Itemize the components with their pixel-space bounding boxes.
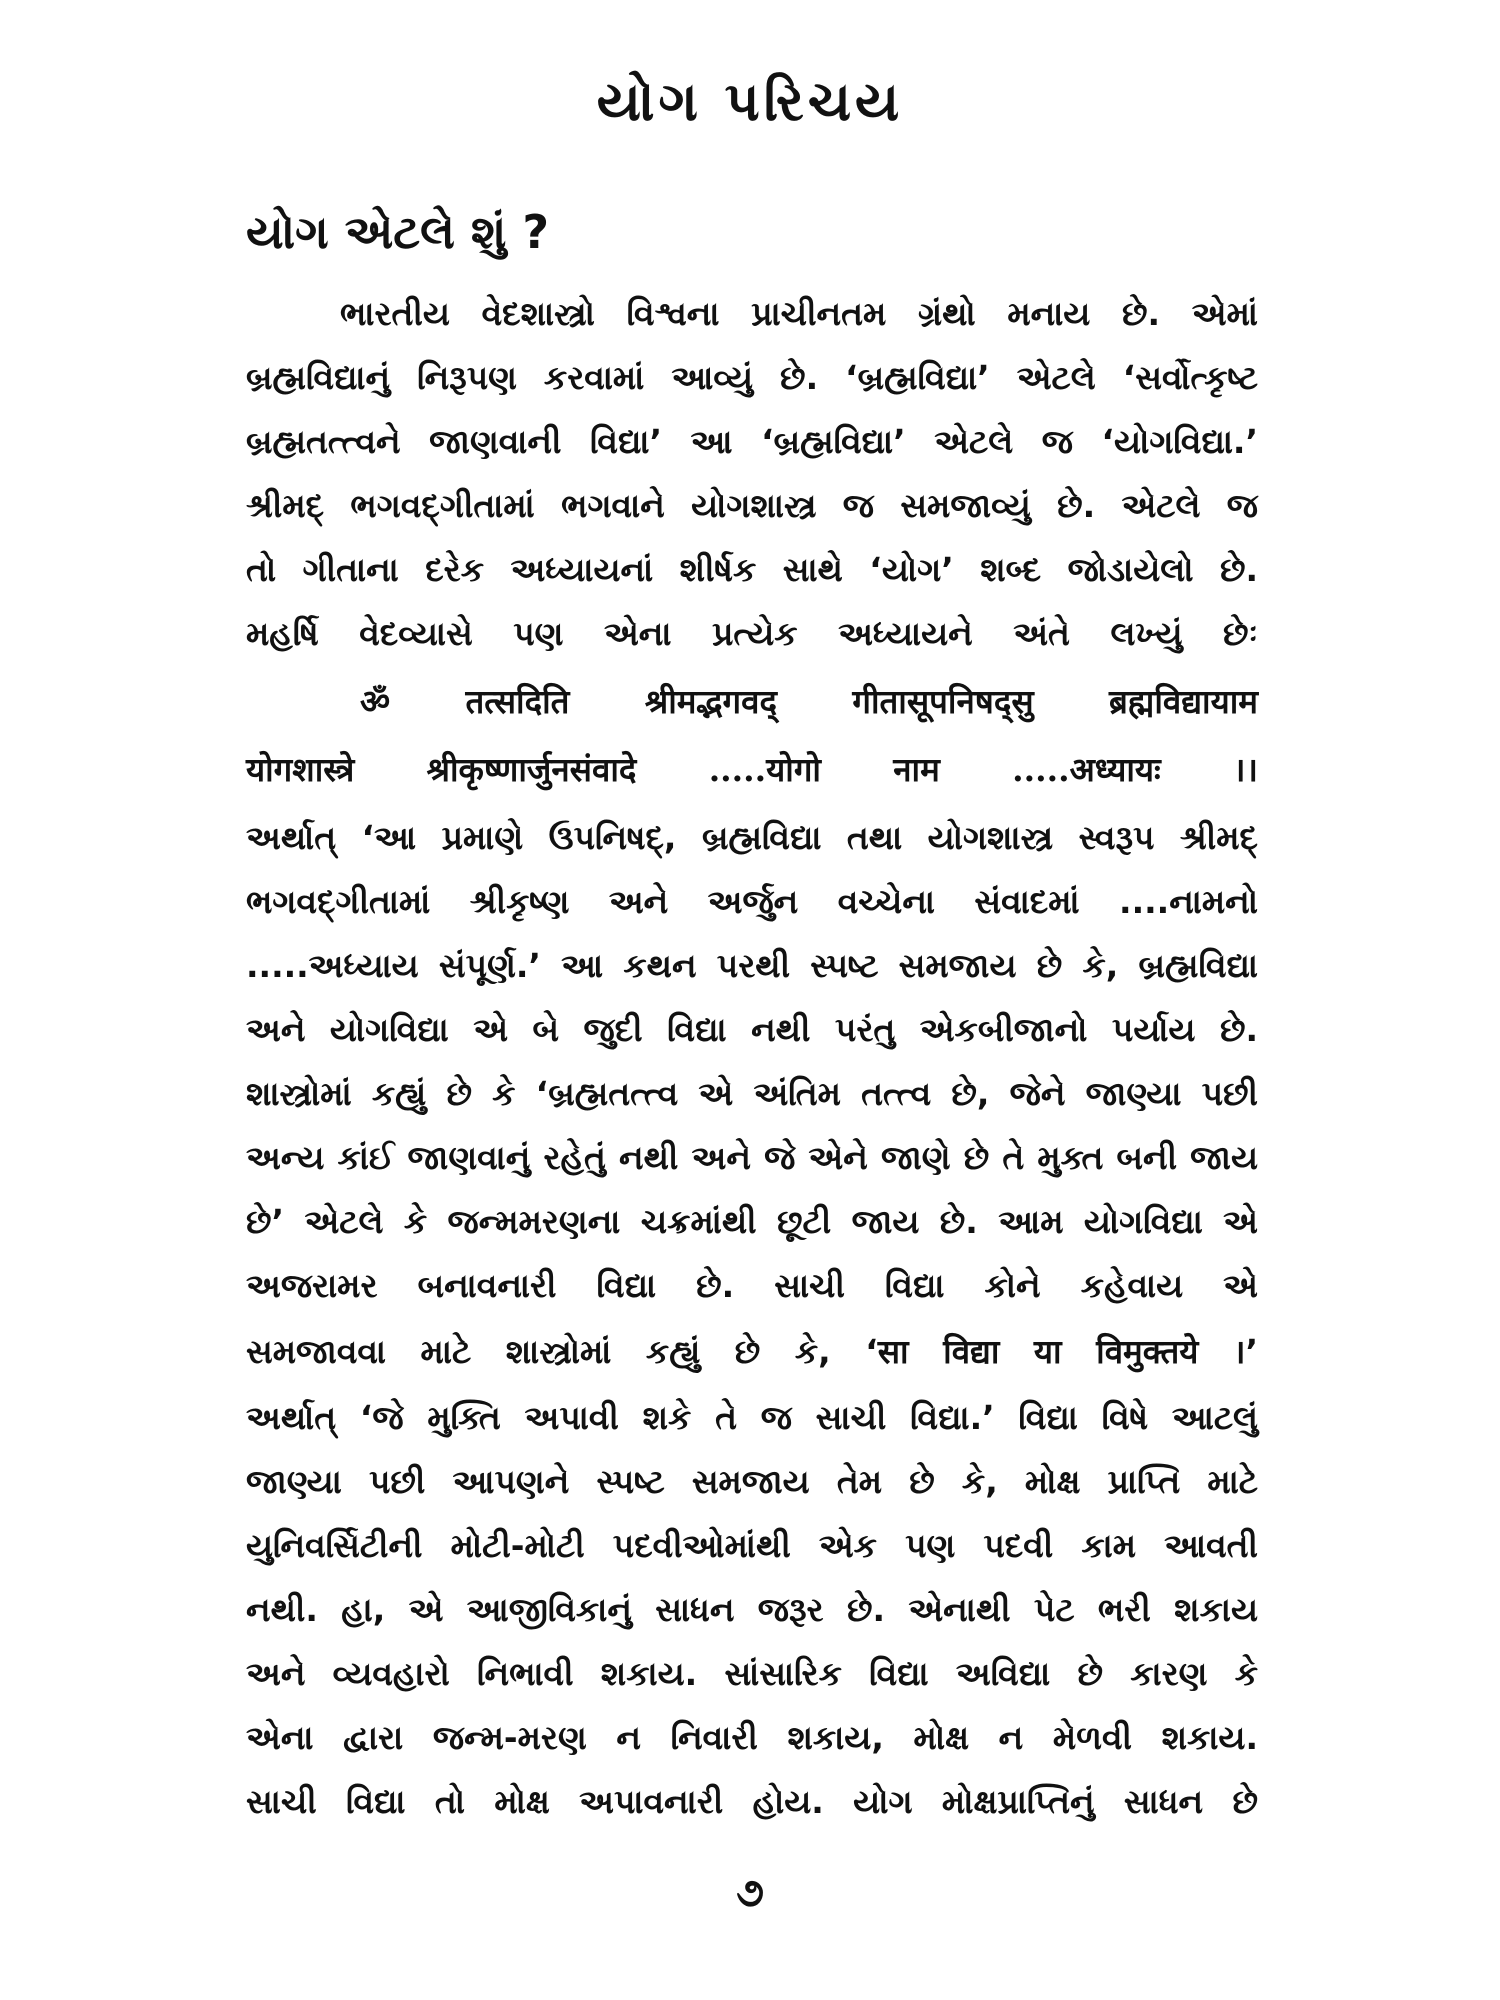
paragraph-line: અર્થાત્ ‘આ પ્રમાણે ઉપનિષદ્, બ્રહ્મવિદ્યા તથા યોગશાસ્ત્ર સ્વરૂપ શ્રીમદ્ (246, 818, 1258, 857)
page-title: યોગ પરિચય (596, 70, 904, 133)
paragraph-line: અન્ય કાંઈ જાણવાનું રહેતું નથી અને જે એને જાણે છે તે મુક્ત બની જાય (246, 1138, 1258, 1177)
paragraph-line: એના દ્વારા જન્મ-મરણ ન નિવારી શકાય, મોક્ષ ન મેળવી શકાય. (246, 1718, 1258, 1757)
paragraph-line: .....અધ્યાય સંપૂર્ણ.’ આ કથન પરથી સ્પષ્ટ સમજાય છે કે, બ્રહ્મવિદ્યા (246, 946, 1258, 985)
paragraph-line: ભારતીય વેદશાસ્ત્રો વિશ્વના પ્રાચીનતમ ગ્રંથો મનાય છે. એમાં (340, 294, 1258, 333)
section-heading: યોગ એટલે શું ? (246, 205, 550, 259)
paragraph-line: સાચી વિદ્યા તો મોક્ષ અપાવનારી હોય. યોગ મોક્ષપ્રાપ્તિનું સાધન છે (246, 1782, 1258, 1821)
paragraph-line: ભગવદ્ગીતામાં શ્રીકૃષ્ણ અને અર્જુન વચ્ચેના સંવાદમાં ....નામનો (246, 882, 1258, 921)
paragraph-line: બ્રહ્મવિદ્યાનું નિરૂપણ કરવામાં આવ્યું છે. ‘બ્રહ્મવિદ્યા’ એટલે ‘સર્વોત્કૃષ્ટ (246, 358, 1258, 397)
paragraph-line: છે’ એટલે કે જન્મમરણના ચક્રમાંથી છૂટી જાય છે. આમ યોગવિદ્યા એ (246, 1202, 1258, 1241)
paragraph-line: યુનિવર્સિટીની મોટી-મોટી પદવીઓમાંથી એક પણ પદવી કામ આવતી (246, 1526, 1258, 1565)
paragraph-line: અજરામર બનાવનારી વિદ્યા છે. સાચી વિદ્યા કોને કહેવાય એ (246, 1266, 1258, 1305)
paragraph-line: શ્રીમદ્ ભગવદ્ગીતામાં ભગવાને યોગશાસ્ત્ર જ સમજાવ્યું છે. એટલે જ (246, 486, 1258, 525)
paragraph-line: સમજાવવા માટે શાસ્ત્રોમાં કહ્યું છે કે, ‘सा विद्या या विमुक्तये ।’ (246, 1332, 1258, 1371)
paragraph-line: અર્થાત્ ‘જે મુક્તિ અપાવી શકે તે જ સાચી વિદ્યા.’ વિદ્યા વિષે આટલું (246, 1398, 1258, 1437)
paragraph-line: બ્રહ્મતત્ત્વને જાણવાની વિદ્યા’ આ ‘બ્રહ્મવિદ્યા’ એટલે જ ‘યોગવિદ્યા.’ (246, 422, 1258, 461)
paragraph-line: અને વ્યવહારો નિભાવી શકાય. સાંસારિક વિદ્યા અવિદ્યા છે કારણ કે (246, 1654, 1258, 1693)
paragraph-line: તો ગીતાના દરેક અધ્યાયનાં શીર્ષક સાથે ‘યોગ’ શબ્દ જોડાયેલો છે. (246, 550, 1258, 589)
paragraph-line: નથી. હા, એ આજીવિકાનું સાધન જરૂર છે. એનાથી પેટ ભરી શકાય (246, 1590, 1258, 1629)
sanskrit-verse-line: ॐ तत्सदिति श्रीमद्भगवद् गीतासूपनिषद्सु ब्रह्मविद्यायाम (360, 682, 1258, 721)
page-number: ૭ (736, 1870, 764, 1916)
sanskrit-verse-line: योगशास्त्रे श्रीकृष्णार्जुनसंवादे .....योगो नाम .....अध्यायः ।। (246, 750, 1258, 789)
paragraph-line: શાસ્ત્રોમાં કહ્યું છે કે ‘બ્રહ્મતત્ત્વ એ અંતિમ તત્ત્વ છે, જેને જાણ્યા પછી (246, 1074, 1258, 1113)
paragraph-line: અને યોગવિદ્યા એ બે જુદી વિદ્યા નથી પરંતુ એકબીજાનો પર્યાય છે. (246, 1010, 1258, 1049)
paragraph-line: મહર્ષિ વેદવ્યાસે પણ એના પ્રત્યેક અધ્યાયને અંતે લખ્યું છેઃ (246, 614, 1258, 653)
paragraph-line: જાણ્યા પછી આપણને સ્પષ્ટ સમજાય તેમ છે કે, મોક્ષ પ્રાપ્તિ માટે (246, 1462, 1258, 1501)
